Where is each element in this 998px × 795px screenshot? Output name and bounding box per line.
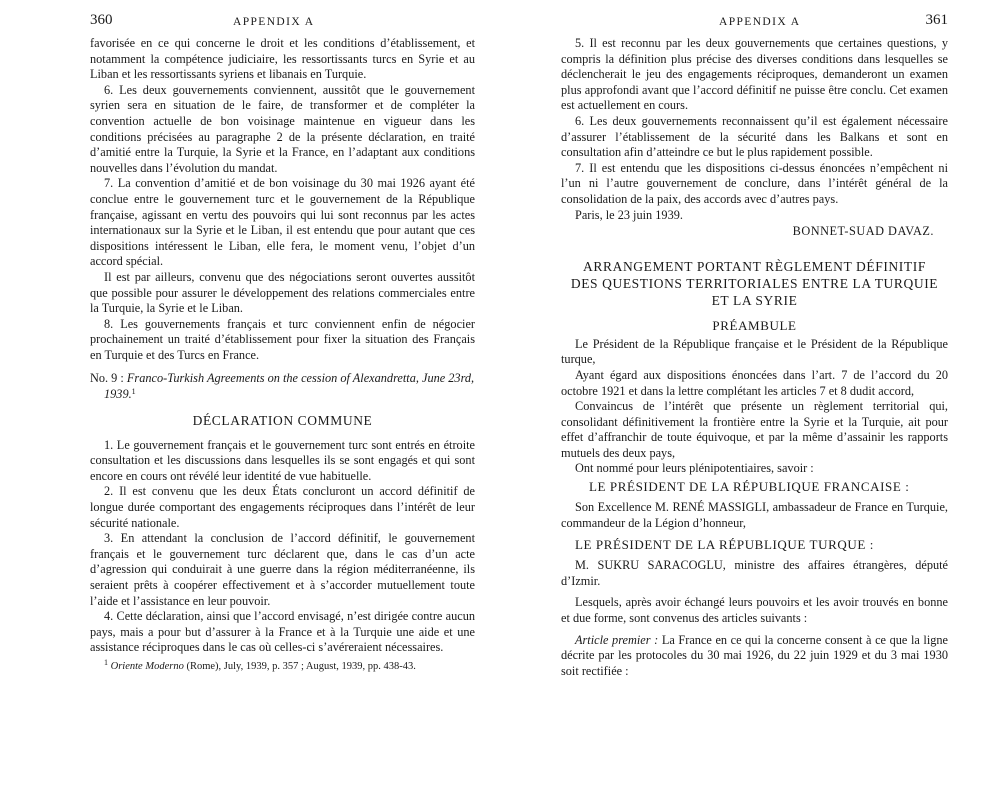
declaration-heading: DÉCLARATION COMMUNE xyxy=(192,412,373,428)
article-text: La France en ce qui la concerne consent à ce que la ligne décrite par les protocoles du 30 mai 1926, du 22 juin 1929 et du 3 mai 1930 soit rectifiée : xyxy=(561,632,949,678)
arrangement-title-line: DES QUESTIONS TERRITORIALES ENTRE LA TURQUIE xyxy=(570,275,939,291)
right-running-head xyxy=(561,14,948,36)
paragraph: 7. Il est entendu que les dispositions ci-dessus énoncées n’empêchent ni l’un ni l’autre gouvernement de conclure, dans l’intérêt général de la consolidation de la paix, des accords avec d’autres pays. xyxy=(561,160,948,206)
paragraph: Le Président de la République française et le Président de la République turque, xyxy=(561,336,948,367)
paragraph: Ayant égard aux dispositions énoncées dans l’art. 7 de l’accord du 20 octobre 1921 et dans la lettre complétant les articles 7 et 8 dudit accord, xyxy=(561,367,948,398)
preamble-heading: PRÉAMBULE xyxy=(712,317,797,333)
document-number: No. 9 : xyxy=(90,371,124,386)
paragraph: 7. La convention d’amitié et de bon voisinage du 30 mai 1926 ayant été conclue entre le gouvernement turc et le gouvernement de la République française, agissant en vertu des pouvoirs qui lui sont reconnus par les actes internationaux sur la Syrie et le Liban, il est entendu que pour autant que ces dispositions intéressent le Liban, elle fera, le moment venu, l’objet d’un accord spécial. xyxy=(90,176,475,269)
signature: BONNET-SUAD DAVAZ. xyxy=(792,224,934,239)
article-premier xyxy=(561,633,948,680)
article-label: Article premier : xyxy=(575,632,659,647)
document-title: Franco-Turkish Agreements on the cession of Alexandretta, June 23rd, 1939. xyxy=(104,371,475,402)
paragraph: favorisée en ce qui concerne le droit et les conditions d’établissement, et notamment la compétence judiciaire, les ressortissants turcs en Syrie et au Liban et les ressortissants syriens et libanais en Turquie. xyxy=(90,36,475,82)
footnote-source: Oriente Moderno xyxy=(110,660,184,672)
plenipotentiary-turkey: M. SUKRU SARACOGLU, ministre des affaires étrangères, député d’Izmir. xyxy=(561,558,948,588)
left-running-head xyxy=(90,14,475,36)
paragraph: Ont nommé pour leurs plénipotentiaires, savoir : xyxy=(575,461,814,476)
paragraph: 4. Cette déclaration, ainsi que l’accord envisagé, n’est dirigée contre aucun pays, mais a pour but d’assurer à la France et à la Turquie une aide et une assistance réciproques dans le cas où celles-ci s’avéreraient nécessaires. xyxy=(90,609,475,655)
paragraph: 5. Il est reconnu par les deux gouvernements que certaines questions, y compris la définition plus précise des diverses conditions dans lesquelles se déclencherait le jeu des engagements réciproques, demanderont un examen plus approfondi avant que l’accord définitif ne puisse être conclu. Cet examen est actuellement en cours. xyxy=(561,36,948,113)
paragraph: 2. Il est convenu que les deux États concluront un accord définitif de longue durée comportant des engagements réciproques dans l’intérêt de leur sécurité nationale. xyxy=(90,484,475,530)
right-page xyxy=(561,14,948,679)
arrangement-title-line: ET LA SYRIE xyxy=(711,292,798,308)
party-turkey: LE PRÉSIDENT DE LA RÉPUBLIQUE TURQUE : xyxy=(575,537,874,553)
paragraph: 8. Les gouvernements français et turc conviennent enfin de négocier prochainement un traité d’établissement pour fixer la situation des Français en Turquie et des Turcs en France. xyxy=(90,316,475,362)
document-reference xyxy=(90,371,475,402)
date-line: Paris, le 23 juin 1939. xyxy=(575,207,683,222)
running-head-title: APPENDIX A xyxy=(233,16,315,28)
page-number: 361 xyxy=(925,12,948,28)
footnote-mark: 1 xyxy=(104,657,108,667)
arrangement-title xyxy=(561,258,948,309)
paragraph: 3. En attendant la conclusion de l’accord définitif, le gouvernement français et le gouvernement turc déclarent que, dans le cas d’un acte d’agression qui conduirait à une guerre dans la région méditerranéenne, ils seraient prêts à coopérer effectivement et à s’accorder mutuellement toute l’aide et l’assistance en leur pouvoir. xyxy=(90,531,475,608)
footnote xyxy=(90,657,475,673)
paragraph: Lesquels, après avoir échangé leurs pouvoirs et les avoir trouvés en bonne et due forme, sont convenus des articles suivants : xyxy=(561,595,948,626)
party-france: LE PRÉSIDENT DE LA RÉPUBLIQUE FRANCAISE : xyxy=(589,479,910,495)
plenipotentiary-france: Son Excellence M. RENÉ MASSIGLI, ambassadeur de France en Turquie, commandeur de la Légion d’honneur, xyxy=(561,500,948,530)
left-page xyxy=(90,14,475,673)
footnote-marker: 1 xyxy=(131,387,136,397)
running-head-title: APPENDIX A xyxy=(719,16,801,28)
footnote-text: (Rome), July, 1939, p. 357 ; August, 1939, pp. 438-43. xyxy=(183,660,416,672)
paragraph: 1. Le gouvernement français et le gouvernement turc sont entrés en étroite consultation et les discussions dans lesquelles ils se sont engagés et qui sont encore en cours ont révélé leur identité de vue habituelle. xyxy=(90,437,475,483)
page-number: 360 xyxy=(90,12,113,28)
arrangement-title-line: ARRANGEMENT PORTANT RÈGLEMENT DÉFINITIF xyxy=(583,258,926,274)
paragraph: Convaincus de l’intérêt que présente un règlement territorial qui, consolidant définitivement la frontière entre la Syrie et la Turquie, ait pour effet d’affranchir de toute équivoque, et par la même d’assainir les rapports mutuels des deux pays, xyxy=(561,399,948,460)
paragraph: Il est par ailleurs, convenu que des négociations seront ouvertes aussitôt que possible pour assurer le développement des relations commerciales entre la Turquie, la Syrie et le Liban. xyxy=(90,269,475,316)
paragraph: 6. Les deux gouvernements conviennent, aussitôt que le gouvernement syrien sera en situation de le faire, de transformer et de compléter la convention actuelle de bon voisinage maintenue en vigueur dans les conditions précisées au paragraphe 2 de la présente déclaration, en traité d’amitié entre la Turquie, la Syrie et la France, en l’adaptant aux conditions nouvelles dans l’évolution du mandat. xyxy=(90,82,475,175)
paragraph: 6. Les deux gouvernements reconnaissent qu’il est également nécessaire d’assurer l’établissement de la sécurité dans les Balkans et sont en consultation afin d’atteindre ce but le plus rapidement possible. xyxy=(561,113,948,160)
